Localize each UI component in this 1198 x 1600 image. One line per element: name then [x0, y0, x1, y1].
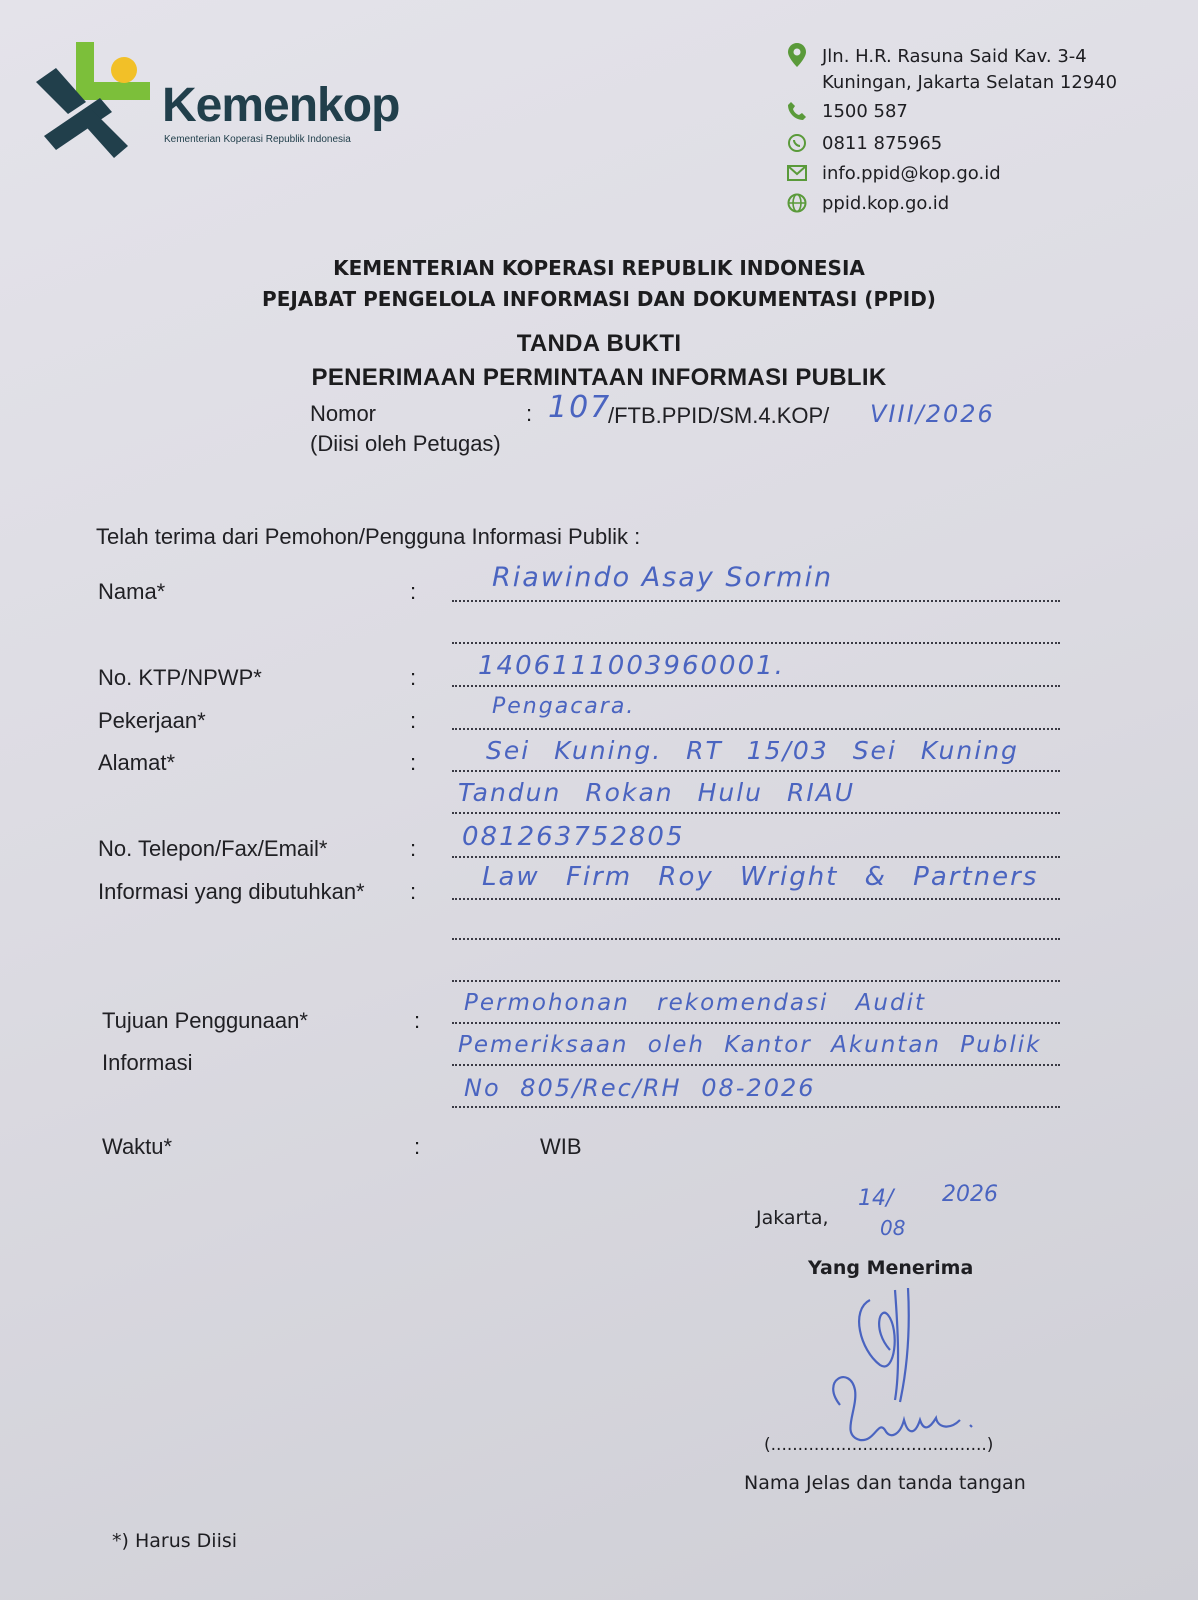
alamat-label: Alamat*	[98, 750, 176, 775]
informasi-line-3	[452, 980, 1060, 982]
contact-email	[786, 162, 1117, 184]
contact-phone	[786, 100, 1117, 122]
tujuan-value-line1[interactable]: Permohonan rekomendasi Audit	[464, 990, 926, 1016]
alamat-colon: :	[410, 750, 417, 775]
kemenkop-logo	[34, 42, 414, 162]
ktp-value[interactable]: 1406111003960001.	[478, 651, 785, 681]
nomor-note: (Diisi oleh Petugas)	[310, 431, 501, 456]
org-name-line1: KEMENTERIAN KOPERASI REPUBLIK INDONESIA	[333, 256, 865, 280]
signature-date-year: 2026	[942, 1182, 998, 1207]
phone-icon	[786, 100, 808, 122]
receiver-label: Yang Menerima	[808, 1257, 974, 1279]
logo-subtitle: Kementerian Koperasi Republik Indonesia	[164, 134, 351, 145]
signature-date-day: 14/	[858, 1186, 894, 1211]
pekerjaan-colon: :	[410, 708, 417, 733]
nomor-handwritten-number: 107	[548, 390, 612, 425]
globe-icon	[786, 192, 808, 214]
nama-colon: :	[410, 579, 417, 604]
informasi-colon: :	[410, 879, 417, 904]
nomor-handwritten-suffix: VIII/2026	[870, 400, 995, 428]
pekerjaan-label: Pekerjaan*	[98, 708, 206, 733]
tujuan-line-1	[452, 1022, 1060, 1024]
informasi-line-2	[452, 938, 1060, 940]
signature-date-month: 08	[880, 1216, 906, 1240]
org-name-line2: PEJABAT PENGELOLA INFORMASI DAN DOKUMENTASI (PPID)	[262, 287, 936, 311]
contact-phone-text: 1500 587	[822, 100, 908, 122]
contact-whatsapp-text: 0811 875965	[822, 132, 943, 154]
ktp-colon: :	[410, 665, 417, 690]
email-icon	[786, 162, 808, 184]
required-footnote: *) Harus Diisi	[112, 1530, 238, 1552]
tujuan-label-line1: Tujuan Penggunaan*	[102, 1008, 308, 1033]
contact-email-text[interactable]: info.ppid@kop.go.id	[822, 162, 1001, 184]
pekerjaan-value[interactable]: Pengacara.	[492, 694, 636, 719]
contact-block	[786, 44, 1117, 214]
contact-website	[786, 192, 1117, 214]
waktu-colon: :	[414, 1134, 421, 1159]
nama-value[interactable]: Riawindo Asay Sormin	[492, 562, 834, 593]
tujuan-line-2	[452, 1064, 1060, 1066]
contact-address	[786, 44, 1117, 96]
whatsapp-icon	[786, 132, 808, 154]
pekerjaan-line	[452, 728, 1060, 730]
signature-name-placeholder: (........................................)	[764, 1435, 994, 1455]
informasi-line-1	[452, 898, 1060, 900]
alamat-value-line1[interactable]: Sei Kuning. RT 15/03 Sei Kuning	[486, 736, 1019, 765]
ktp-label: No. KTP/NPWP*	[98, 665, 262, 690]
telepon-label: No. Telepon/Fax/Email*	[98, 836, 328, 861]
telepon-line	[452, 856, 1060, 858]
alamat-line-1	[452, 770, 1060, 772]
contact-address-line2: Kuningan, Jakarta Selatan 12940	[822, 72, 1118, 93]
nomor-colon: :	[526, 401, 533, 426]
document-title-line2: PENERIMAAN PERMINTAAN INFORMASI PUBLIK	[311, 364, 887, 391]
waktu-value: WIB	[540, 1134, 582, 1159]
waktu-label: Waktu*	[102, 1134, 173, 1159]
telepon-value[interactable]: 081263752805	[462, 822, 685, 852]
tujuan-colon: :	[414, 1008, 421, 1033]
nama-line	[452, 600, 1060, 602]
tujuan-value-line3[interactable]: No 805/Rec/RH 08-2026	[464, 1074, 816, 1102]
document-title-line1: TANDA BUKTI	[516, 330, 682, 357]
nama-line-2	[452, 642, 1060, 644]
informasi-label: Informasi yang dibutuhkan*	[98, 879, 365, 904]
kemenkop-logo-mark	[34, 42, 162, 160]
alamat-line-2	[452, 812, 1060, 814]
ktp-line	[452, 685, 1060, 687]
nomor-code: /FTB.PPID/SM.4.KOP/	[608, 403, 830, 428]
handwritten-signature	[800, 1270, 1030, 1460]
location-pin-icon	[786, 44, 808, 66]
contact-website-text[interactable]: ppid.kop.go.id	[822, 192, 950, 214]
nama-label: Nama*	[98, 579, 166, 604]
tujuan-label-line2: Informasi	[102, 1050, 193, 1075]
telepon-colon: :	[410, 836, 417, 861]
nomor-label: Nomor	[310, 401, 377, 426]
signature-caption: Nama Jelas dan tanda tangan	[744, 1472, 1026, 1494]
logo-wordmark: Kemenkop	[162, 79, 400, 132]
signature-city: Jakarta,	[756, 1207, 829, 1229]
tujuan-line-3	[452, 1106, 1060, 1108]
alamat-value-line2[interactable]: Tandun Rokan Hulu RIAU	[458, 778, 856, 807]
informasi-value[interactable]: Law Firm Roy Wright & Partners	[482, 862, 1039, 892]
contact-whatsapp	[786, 132, 1117, 154]
signature-scribble-text	[900, 1400, 903, 1401]
tujuan-value-line2[interactable]: Pemeriksaan oleh Kantor Akuntan Publik	[458, 1032, 1042, 1058]
intro-text: Telah terima dari Pemohon/Pengguna Informasi Publik :	[96, 524, 641, 549]
contact-address-line1: Jln. H.R. Rasuna Said Kav. 3-4	[822, 46, 1087, 67]
